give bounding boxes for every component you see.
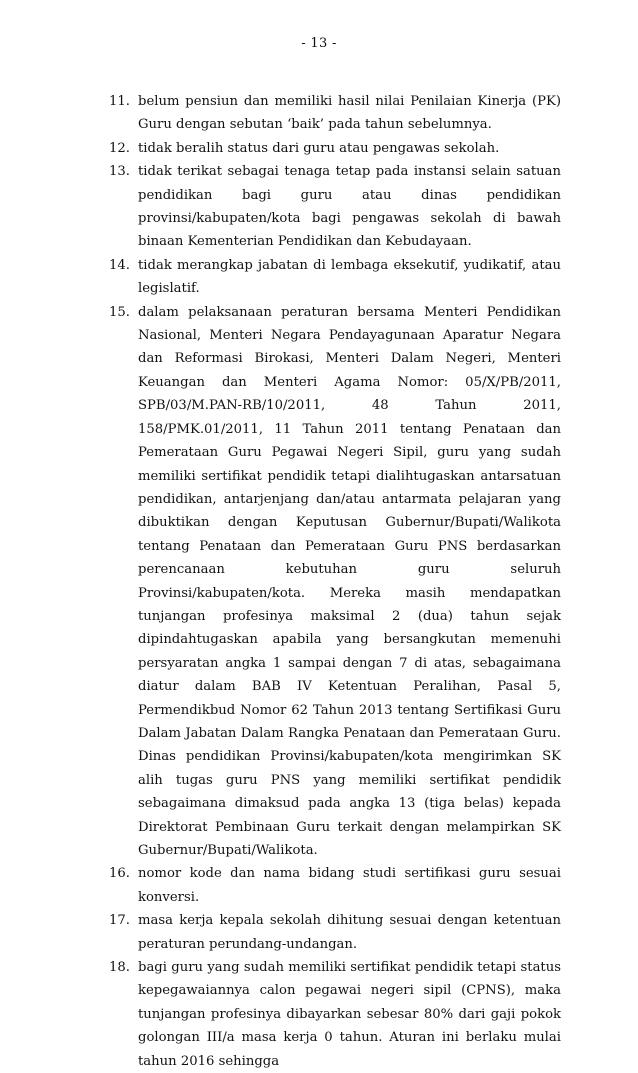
list-item-number: 14. — [109, 257, 130, 273]
list-item-number: 16. — [109, 866, 130, 882]
list-item — [109, 160, 561, 254]
list-item-text: tidak merangkap jabatan di lembaga eksekutif, yudikatif, atau legislatif. — [138, 257, 561, 297]
list-item — [109, 90, 561, 137]
list-item — [109, 137, 561, 160]
list-item — [109, 301, 561, 863]
list-item-number: 11. — [109, 94, 130, 109]
list-item-text: bagi guru yang sudah memiliki sertifikat pendidik tetapi status kepegawaiannya calon pegawai negeri sipil (CPNS), maka tunjangan profesinya dibayarkan sebesar 80% dari gaji pokok golongan III/a masa kerja 0 tahun. Aturan ini berlaku mulai tahun 2016 sehingga — [138, 960, 561, 1069]
list-item-text: belum pensiun dan memiliki hasil nilai Penilaian Kinerja (PK) Guru dengan sebutan ‘baik’ pada tahun sebelumnya. — [138, 94, 561, 133]
list-item-text: dalam pelaksanaan peraturan bersama Menteri Pendidikan Nasional, Menteri Negara Pendayagunaan Aparatur Negara dan Reformasi Birokasi, Menteri Dalam Negeri, Menteri Keuangan dan Menteri Agama Nomor: 05/X/PB/2011, SPB/03/M.PAN-RB/10/2011, 48 Tahun 2011, 158/PMK.01/2011, 11 Tahun 2011 tentang Penataan dan Pemerataan Guru Pegawai Negeri Sipil, guru yang sudah memiliki sertifikat pendidik tetapi dialihtugaskan antarsatuan pendidikan, antarjenjang dan/atau antarmata pelajaran yang dibuktikan dengan Keputusan Gubernur/Bupati/Walikota tentang Penataan dan Pemerataan Guru PNS berdasarkan perencanaan kebutuhan guru seluruh Provinsi/kabupaten/kota. Mereka masih mendapatkan tunjangan profesinya maksimal 2 (dua) tahun sejak dipindahtugaskan apabila yang bersangkutan memenuhi persyaratan angka 1 sampai dengan 7 di atas, sebagaimana diatur dalam BAB IV Ketentuan Peralihan, Pasal 5, Permendikbud Nomor 62 Tahun 2013 tentang Sertifikasi Guru Dalam Jabatan Dalam Rangka Penataan dan Pemerataan Guru. Dinas pendidikan Provinsi/kabupaten/kota mengirimkan SK alih tugas guru PNS yang memiliki sertifikat pendidik sebagaimana dimaksud pada angka 13 (tiga belas) kepada Direktorat Pembinaan Guru terkait dengan melampirkan SK Gubernur/Bupati/Walikota. — [138, 304, 561, 858]
requirements-list — [109, 90, 561, 1073]
list-item-number: 15. — [109, 304, 130, 320]
list-item-number: 18. — [109, 960, 130, 976]
list-item-number: 13. — [109, 164, 130, 180]
list-item — [109, 956, 561, 1073]
list-item — [109, 254, 561, 301]
list-item-number: 17. — [109, 913, 130, 929]
list-item-number: 12. — [109, 140, 130, 156]
list-item-text: tidak beralih status dari guru atau pengawas sekolah. — [138, 140, 500, 156]
list-item — [109, 862, 561, 909]
page-number: - 13 - — [301, 36, 337, 51]
list-item — [109, 909, 561, 956]
list-item-text: masa kerja kepala sekolah dihitung sesuai dengan ketentuan peraturan perundang-undangan. — [138, 913, 561, 952]
list-item-text: tidak terikat sebagai tenaga tetap pada instansi selain satuan pendidikan bagi guru atau dinas pendidikan provinsi/kabupaten/kota bagi pengawas sekolah di bawah binaan Kementerian Pendidikan dan Kebudayaan. — [138, 164, 561, 250]
list-item-text: nomor kode dan nama bidang studi sertifikasi guru sesuai konversi. — [138, 866, 561, 905]
